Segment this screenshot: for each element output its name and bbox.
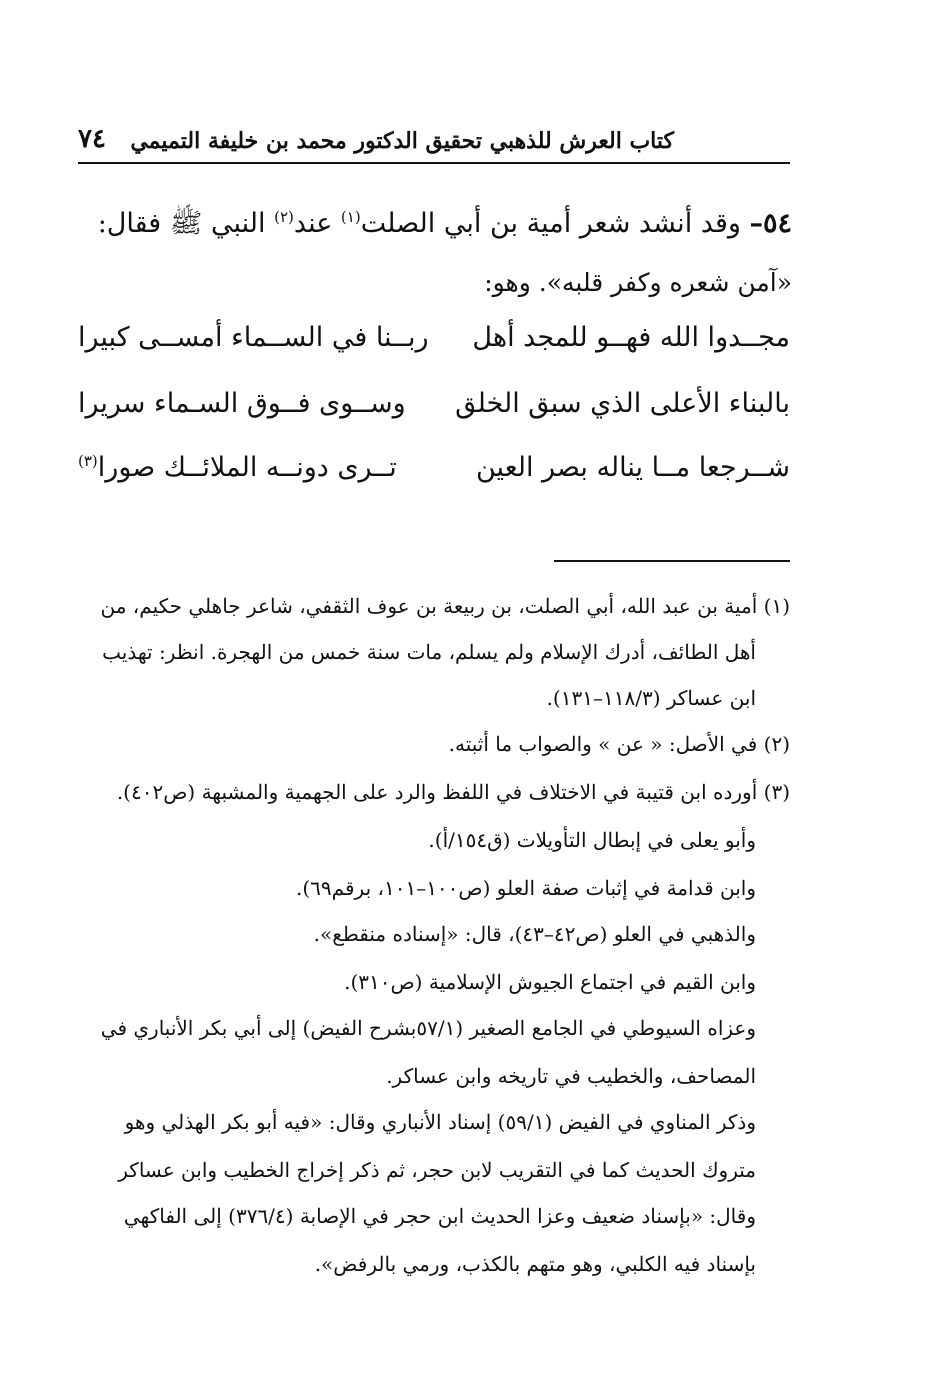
footnote-line: (٣) أورده ابن قتيبة في الاختلاف في اللفظ والرد على الجهمية والمشبهة (ص٤٠٢).	[116, 780, 790, 804]
footnote-line: متروك الحديث كما في التقريب لابن حجر، ثم ذكر إخراج الخطيب وابن عساكر	[118, 1158, 756, 1182]
footnote-ref-3[interactable]: (٣)	[78, 452, 98, 470]
footnote-ref-1[interactable]: (١)	[340, 208, 361, 226]
footnote-line: والذهبي في العلو (ص٤٢–٤٣)، قال: «إسناده منقطع».	[313, 922, 756, 946]
verse-first-hemistich: شــرجعا مــا يناله بصر العين	[476, 452, 790, 483]
item-number: ٥٤–	[749, 208, 792, 239]
main-paragraph-line-1	[80, 206, 792, 246]
footnote-line: (١) أمية بن عبد الله، أبي الصلت، بن ربيعة بن عوف الثقفي، شاعر جاهلي حكيم، من	[100, 594, 790, 618]
page-number: ٧٤	[78, 124, 106, 154]
verse-second-text: تــرى دونــه الملائــك صورا	[97, 452, 397, 483]
verse-second-hemistich	[78, 452, 397, 483]
footnote-line: ابن عساكر (١١٨/٣–١٣١).	[546, 686, 756, 710]
main-text-c: النبي ﷺ فقال:	[97, 208, 275, 239]
verse-first-hemistich: مجــدوا الله فهــو للمجد أهل	[472, 322, 790, 353]
footnote-line: وذكر المناوي في الفيض (٥٩/١) إسناد الأنباري وقال: «فيه أبو بكر الهذلي وهو	[124, 1110, 756, 1134]
verse-second-hemistich: ربــنا في الســماء أمســى كبيرا	[78, 322, 429, 353]
footnote-ref-2[interactable]: (٢)	[274, 208, 294, 226]
footnote-divider	[554, 560, 790, 562]
footnote-line: (٢) في الأصل: « عن » والصواب ما أثبته.	[448, 732, 790, 756]
verse-line	[78, 322, 790, 372]
verse-line	[78, 388, 790, 438]
footnote-line: وأبو يعلى في إبطال التأويلات (ق١٥٤/أ).	[428, 828, 756, 852]
footnote-line: أهل الطائف، أدرك الإسلام ولم يسلم، مات سنة خمس من الهجرة. انظر: تهذيب	[102, 640, 756, 664]
footnote-line: المصاحف، والخطيب في تاريخه وابن عساكر.	[386, 1064, 756, 1088]
footnote-line: وعزاه السيوطي في الجامع الصغير (٥٧/١بشرح الفيض) إلى أبي بكر الأنباري في	[100, 1016, 756, 1040]
main-paragraph-line-2: «آمن شعره وكفر قلبه». وهو:	[484, 268, 792, 297]
verse-first-hemistich: بالبناء الأعلى الذي سبق الخلق	[455, 388, 790, 419]
footnote-line: وابن قدامة في إثبات صفة العلو (ص١٠٠–١٠١، برقم٦٩).	[296, 876, 756, 900]
footnote-line: وقال: «بإسناد ضعيف وعزا الحديث ابن حجر في الإصابة (٣٧٦/٤) إلى الفاكهي	[123, 1204, 756, 1228]
verse-second-hemistich: وســوى فــوق السـماء سريرا	[78, 388, 406, 419]
running-header	[78, 118, 790, 164]
main-text-b: عند	[293, 208, 341, 239]
main-text-a: وقد أنشد شعر أمية بن أبي الصلت	[360, 208, 741, 239]
footnote-line: وابن القيم في اجتماع الجيوش الإسلامية (ص٣١٠).	[344, 970, 756, 994]
footnote-line: بإسناد فيه الكلبي، وهو متهم بالكذب، ورمي بالرفض».	[314, 1252, 756, 1276]
verse-line	[78, 452, 790, 502]
header-title: كتاب العرش للذهبي تحقيق الدكتور محمد بن خليفة التميمي	[130, 128, 674, 154]
